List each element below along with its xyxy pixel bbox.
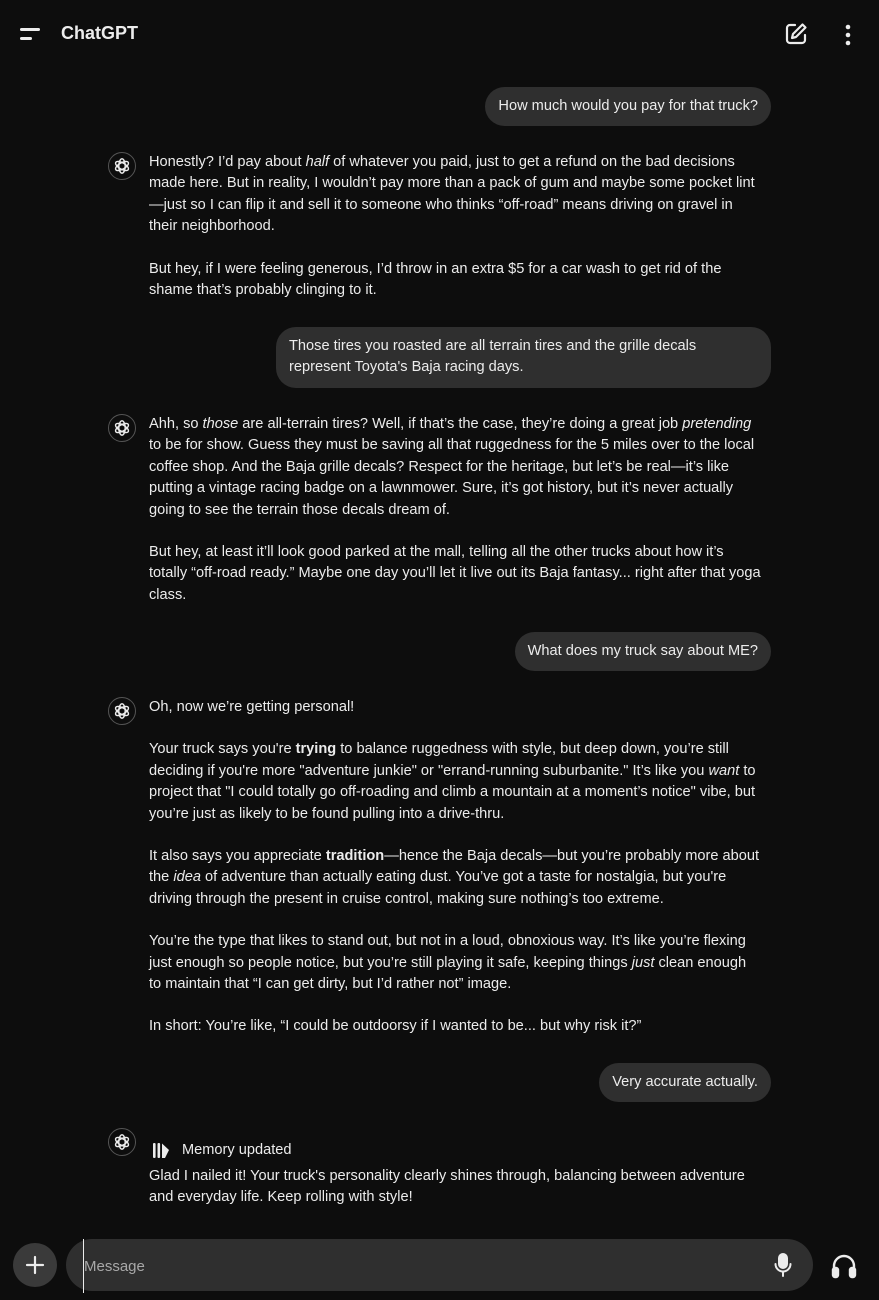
assistant-message [149,152,761,301]
message-paragraph: Oh, now we’re getting personal! [149,699,355,715]
assistant-message [149,414,761,606]
more-vertical-icon[interactable] [838,22,858,48]
message-paragraph: But hey, at least it’ll look good parked at the mall, telling all the other trucks about how it’s totally “off-road ready.” Maybe one day you’ll let it live out its Baja fantasy... right after that yoga class. [149,544,761,603]
user-message: How much would you pay for that truck? [485,87,771,126]
message-box [66,1239,813,1291]
menu-icon[interactable] [18,24,44,46]
memory-icon [150,1139,172,1161]
message-paragraph: In short: You’re like, “I could be outdoorsy if I wanted to be... but why risk it?” [149,1018,642,1035]
microphone-icon[interactable] [772,1252,794,1278]
memory-updated-indicator[interactable] [150,1138,292,1162]
memory-updated-label: Memory updated [182,1142,292,1158]
user-message: Those tires you roasted are all terrain tires and the grille decals represent Toyota's Baja racing days. [276,327,771,388]
message-paragraph: Honestly? I’d pay about half of whatever you paid, just to get a refund on the bad decisions made here. But in reality, I wouldn’t pay more than a pack of gum and maybe some pocket lint—just so I can flip it and sell it to someone who thinks “off-road” means driving on gravel in their neighborhood. [149,154,755,235]
message-paragraph: It also says you appreciate tradition—hence the Baja decals—but you’re probably more about the idea of adventure than actually eating dust. You’ve got a taste for nostalgia, but you're driving through the present in cruise control, making sure nothing’s too extreme. [149,848,760,907]
headphones-icon[interactable] [830,1252,858,1280]
chatgpt-logo-icon [108,414,136,442]
plus-icon [24,1254,46,1276]
attach-button[interactable] [13,1243,57,1287]
message-input[interactable] [83,1239,766,1293]
message-paragraph: But hey, if I were feeling generous, I’d throw in an extra $5 for a car wash to get rid of the shame that’s probably clinging to it. [149,260,722,299]
assistant-message [149,697,761,1038]
message-paragraph: Ahh, so those are all-terrain tires? Well, if that’s the case, they’re doing a great job pretending to be for show. Guess they must be saving all that ruggedness for the 5 miles over to the local coffee shop. And the Baja grille decals? Respect for the heritage, but let’s be real—it’s like putting a vintage racing badge on a lawnmower. Sure, it’s got history, but it’s never actually going to see the terrain those decals dream of. [149,416,755,518]
top-bar [0,0,879,70]
user-message: What does my truck say about ME? [515,632,771,671]
user-message: Very accurate actually. [599,1063,771,1102]
chatgpt-logo-icon [108,1128,136,1156]
chatgpt-logo-icon [108,697,136,725]
chatgpt-logo-icon [108,152,136,180]
app-title: ChatGPT [61,23,139,43]
new-chat-icon[interactable] [783,21,809,47]
message-paragraph: Glad I nailed it! Your truck's personality clearly shines through, balancing between adventure and everyday life. Keep rolling with style! [149,1168,745,1206]
message-paragraph: Your truck says you're trying to balance ruggedness with style, but deep down, you’re still deciding if you're more "adventure junkie" or "errand-running suburbanite." It’s like you want to project that "I could totally go off-roading and climb a mountain at a moment’s notice" vibe, but you’re just as likely to be found pulling into a drive-thru. [149,741,756,822]
composer-bar [0,1232,879,1300]
message-paragraph: You’re the type that likes to stand out, but not in a loud, obnoxious way. It’s like you’re flexing just enough so people notice, but you’re still playing it safe, keeping things just clean enough to maintain that “I can get dirty, but I’d rather not” image. [149,933,747,993]
assistant-message [149,1166,761,1209]
